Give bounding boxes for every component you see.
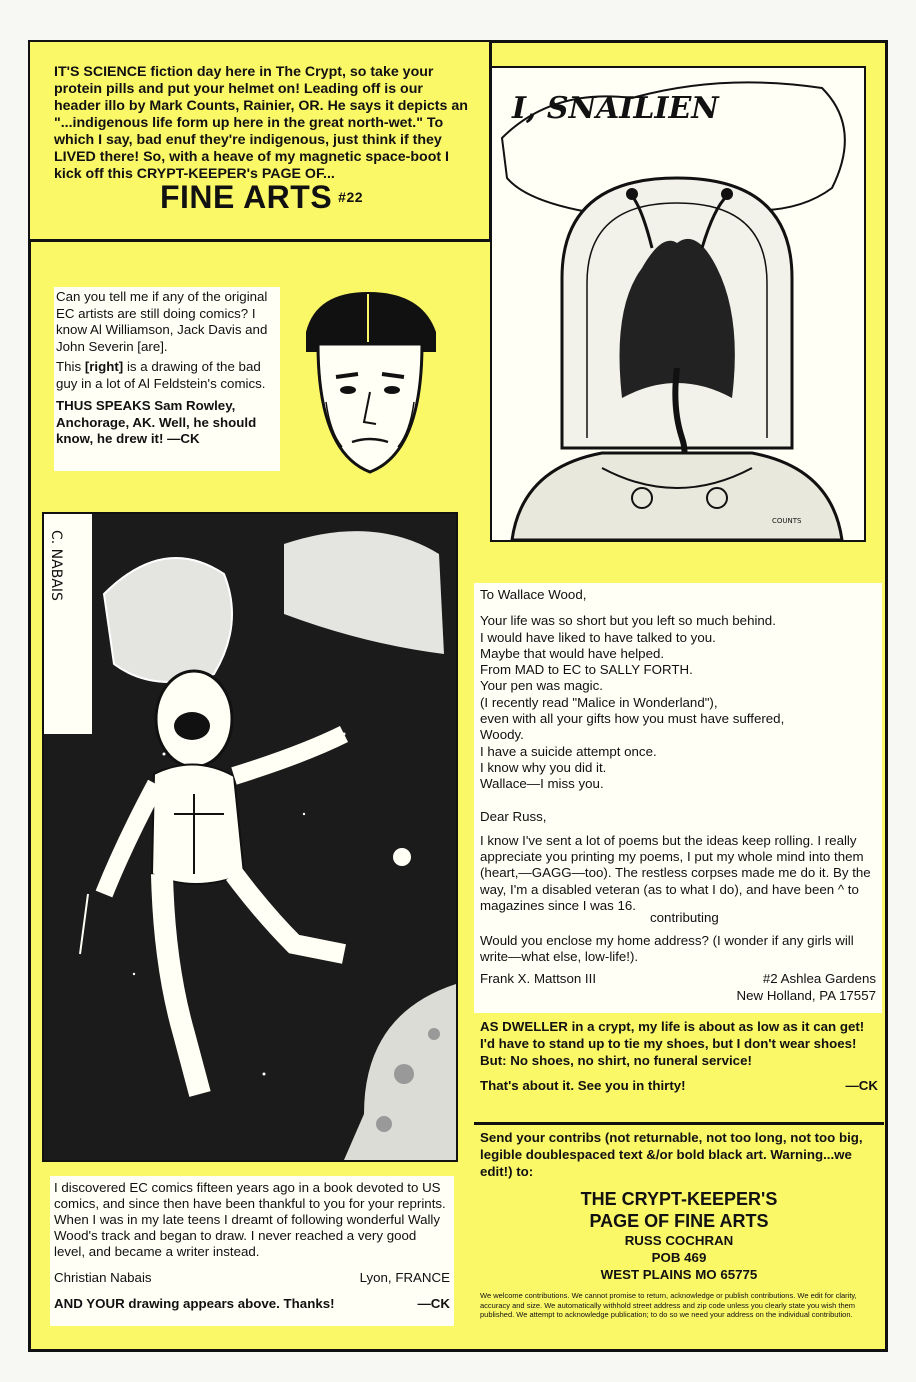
mattson-address <box>737 971 876 1004</box>
rowley-comment-end: is a drawing of the bad guy in a lot of Al Feldstein's comics. <box>56 359 266 391</box>
poem-line: Maybe that would have helped. <box>480 645 665 661</box>
nabais-spaceman-illustration <box>42 512 458 1162</box>
poem-line: From MAD to EC to SALLY FORTH. <box>480 662 693 678</box>
nabais-signature: C. NABAIS <box>48 530 64 601</box>
letter-nabais <box>50 1176 454 1326</box>
mailing-address <box>480 1232 878 1283</box>
ck-closing-row <box>480 1077 878 1094</box>
page-title <box>54 179 469 215</box>
poem-line: Woody. <box>480 727 524 743</box>
ck-reply-text: AS DWELLER in a crypt, my life is about as low as it can get! I'd have to stand up to tie my shoes, but I don't wear shoes! But: No shoes, no shirt, no funeral service! <box>480 1019 865 1068</box>
nabais-name: Christian Nabais <box>54 1270 152 1285</box>
mattson-para1: I know I've sent a lot of poems but the ideas keep rolling. I really appreciate you printing my poems, I put my whole mind into them (heart,—GAGG—too). The restless corpses made me do it. By the way, I'm a disabled veteran (as to what I do), and have been ^ to magazines since I was 16. <box>480 832 871 914</box>
feldstein-face-drawing <box>296 282 444 482</box>
contributions-box <box>474 1122 884 1332</box>
poem-line: Wallace—I miss you. <box>480 776 604 792</box>
poem-line: even with all your gifts how you must have suffered, <box>480 711 785 727</box>
address-title-line2: PAGE OF FINE ARTS <box>589 1211 769 1231</box>
mattson-para2: Would you enclose my home address? (I wonder if any girls will write—what else, low-life!). <box>480 932 854 964</box>
nabais-reply-row <box>54 1296 450 1312</box>
rowley-question: Can you tell me if any of the original EC artists are still doing comics? I know Al Williamson, Jack Davis and John Severin [are]. <box>56 289 268 354</box>
snailien-drawing <box>492 68 864 540</box>
address-line2: POB 469 <box>651 1250 707 1265</box>
snailien-title: I, SNAILIEN <box>512 91 719 126</box>
letter-mattson <box>474 583 882 1013</box>
nabais-reply-sign: —CK <box>417 1296 450 1311</box>
fine-print: We welcome contributions. We cannot promise to return, acknowledge or publish contributions. We edit for clarity, accuracy and size. We automatically withhold street address and zip code unless you clearly state you wish them published. We attempt to acknowledge publication; to do so we need your address on the individual contribution. <box>480 1291 857 1319</box>
rowley-comment-bold: [right] <box>84 359 124 374</box>
intro-text: IT'S SCIENCE fiction day here in The Crypt, so take your protein pills and put your helmet on! Leading off is our header illo by Mark Counts, Rainier, OR. He says it depicts an "...indigenous life form up here in the great north-wet." To which I say, bad enuf they're indigenous, just think if they LIVED there! So, with a heave of my magnetic space-boot I kick off this CRYPT-KEEPER's PAGE OF... <box>54 64 468 182</box>
rowley-comment <box>56 359 278 392</box>
ck-reply <box>474 1016 884 1122</box>
poem-line: (I recently read "Malice in Wonderland"), <box>480 694 718 710</box>
issue-number: #22 <box>338 189 364 205</box>
ck-sign: —CK <box>845 1078 878 1093</box>
mattson-salutation: To Wallace Wood, <box>480 587 587 602</box>
poem-line: I have a suicide attempt once. <box>480 743 657 759</box>
rowley-comment-start: This <box>56 359 82 374</box>
mattson-address-line1: #2 Ashlea Gardens <box>762 971 876 987</box>
poem-line: Your life was so short but you left so much behind. <box>480 613 776 629</box>
mattson-signature-row <box>480 971 876 1004</box>
mattson-name: Frank X. Mattson III <box>480 971 597 987</box>
address-title-line1: THE CRYPT-KEEPER'S <box>580 1189 778 1209</box>
ck-closing: That's about it. See you in thirty! <box>480 1078 686 1093</box>
mattson-address-line2: New Holland, PA 17557 <box>736 987 876 1003</box>
intro-panel <box>30 42 492 242</box>
page-title-text: FINE ARTS <box>159 179 333 215</box>
mattson-insert: contributing <box>650 910 719 926</box>
snailien-illustration <box>490 66 866 542</box>
address-title <box>480 1188 878 1232</box>
mattson-poem <box>480 613 876 792</box>
poem-line: I would have liked to have talked to you. <box>480 629 716 645</box>
poem-line: Your pen was magic. <box>480 678 603 694</box>
nabais-reply: AND YOUR drawing appears above. Thanks! <box>54 1296 335 1311</box>
address-line3: WEST PLAINS MO 65775 <box>600 1267 758 1282</box>
nabais-signature-row <box>54 1270 450 1286</box>
nabais-place: Lyon, FRANCE <box>359 1270 450 1285</box>
poem-line: I know why you did it. <box>480 759 607 775</box>
mattson-dear: Dear Russ, <box>480 808 547 824</box>
address-line1: RUSS COCHRAN <box>624 1233 734 1248</box>
contribs-text: Send your contribs (not returnable, not too long, not too big, legible doublespaced text &/or bold black art. Warning...we edit!) to: <box>480 1130 863 1179</box>
letter-rowley <box>54 287 280 471</box>
nabais-body: I discovered EC comics fifteen years ago in a book devoted to US comics, and since then have been thankful to you for your reprints. When I was in my late teens I dreamt of following wonderful Wally Wood's track and began to draw. I never reached a very good level, and became a writer instead. <box>54 1180 446 1259</box>
rowley-reply: THUS SPEAKS Sam Rowley, Anchorage, AK. Well, he should know, he drew it! —CK <box>56 398 257 446</box>
snailien-signature: COUNTS <box>772 517 802 525</box>
spaceman-drawing <box>44 514 456 1160</box>
face-illustration <box>296 282 444 482</box>
